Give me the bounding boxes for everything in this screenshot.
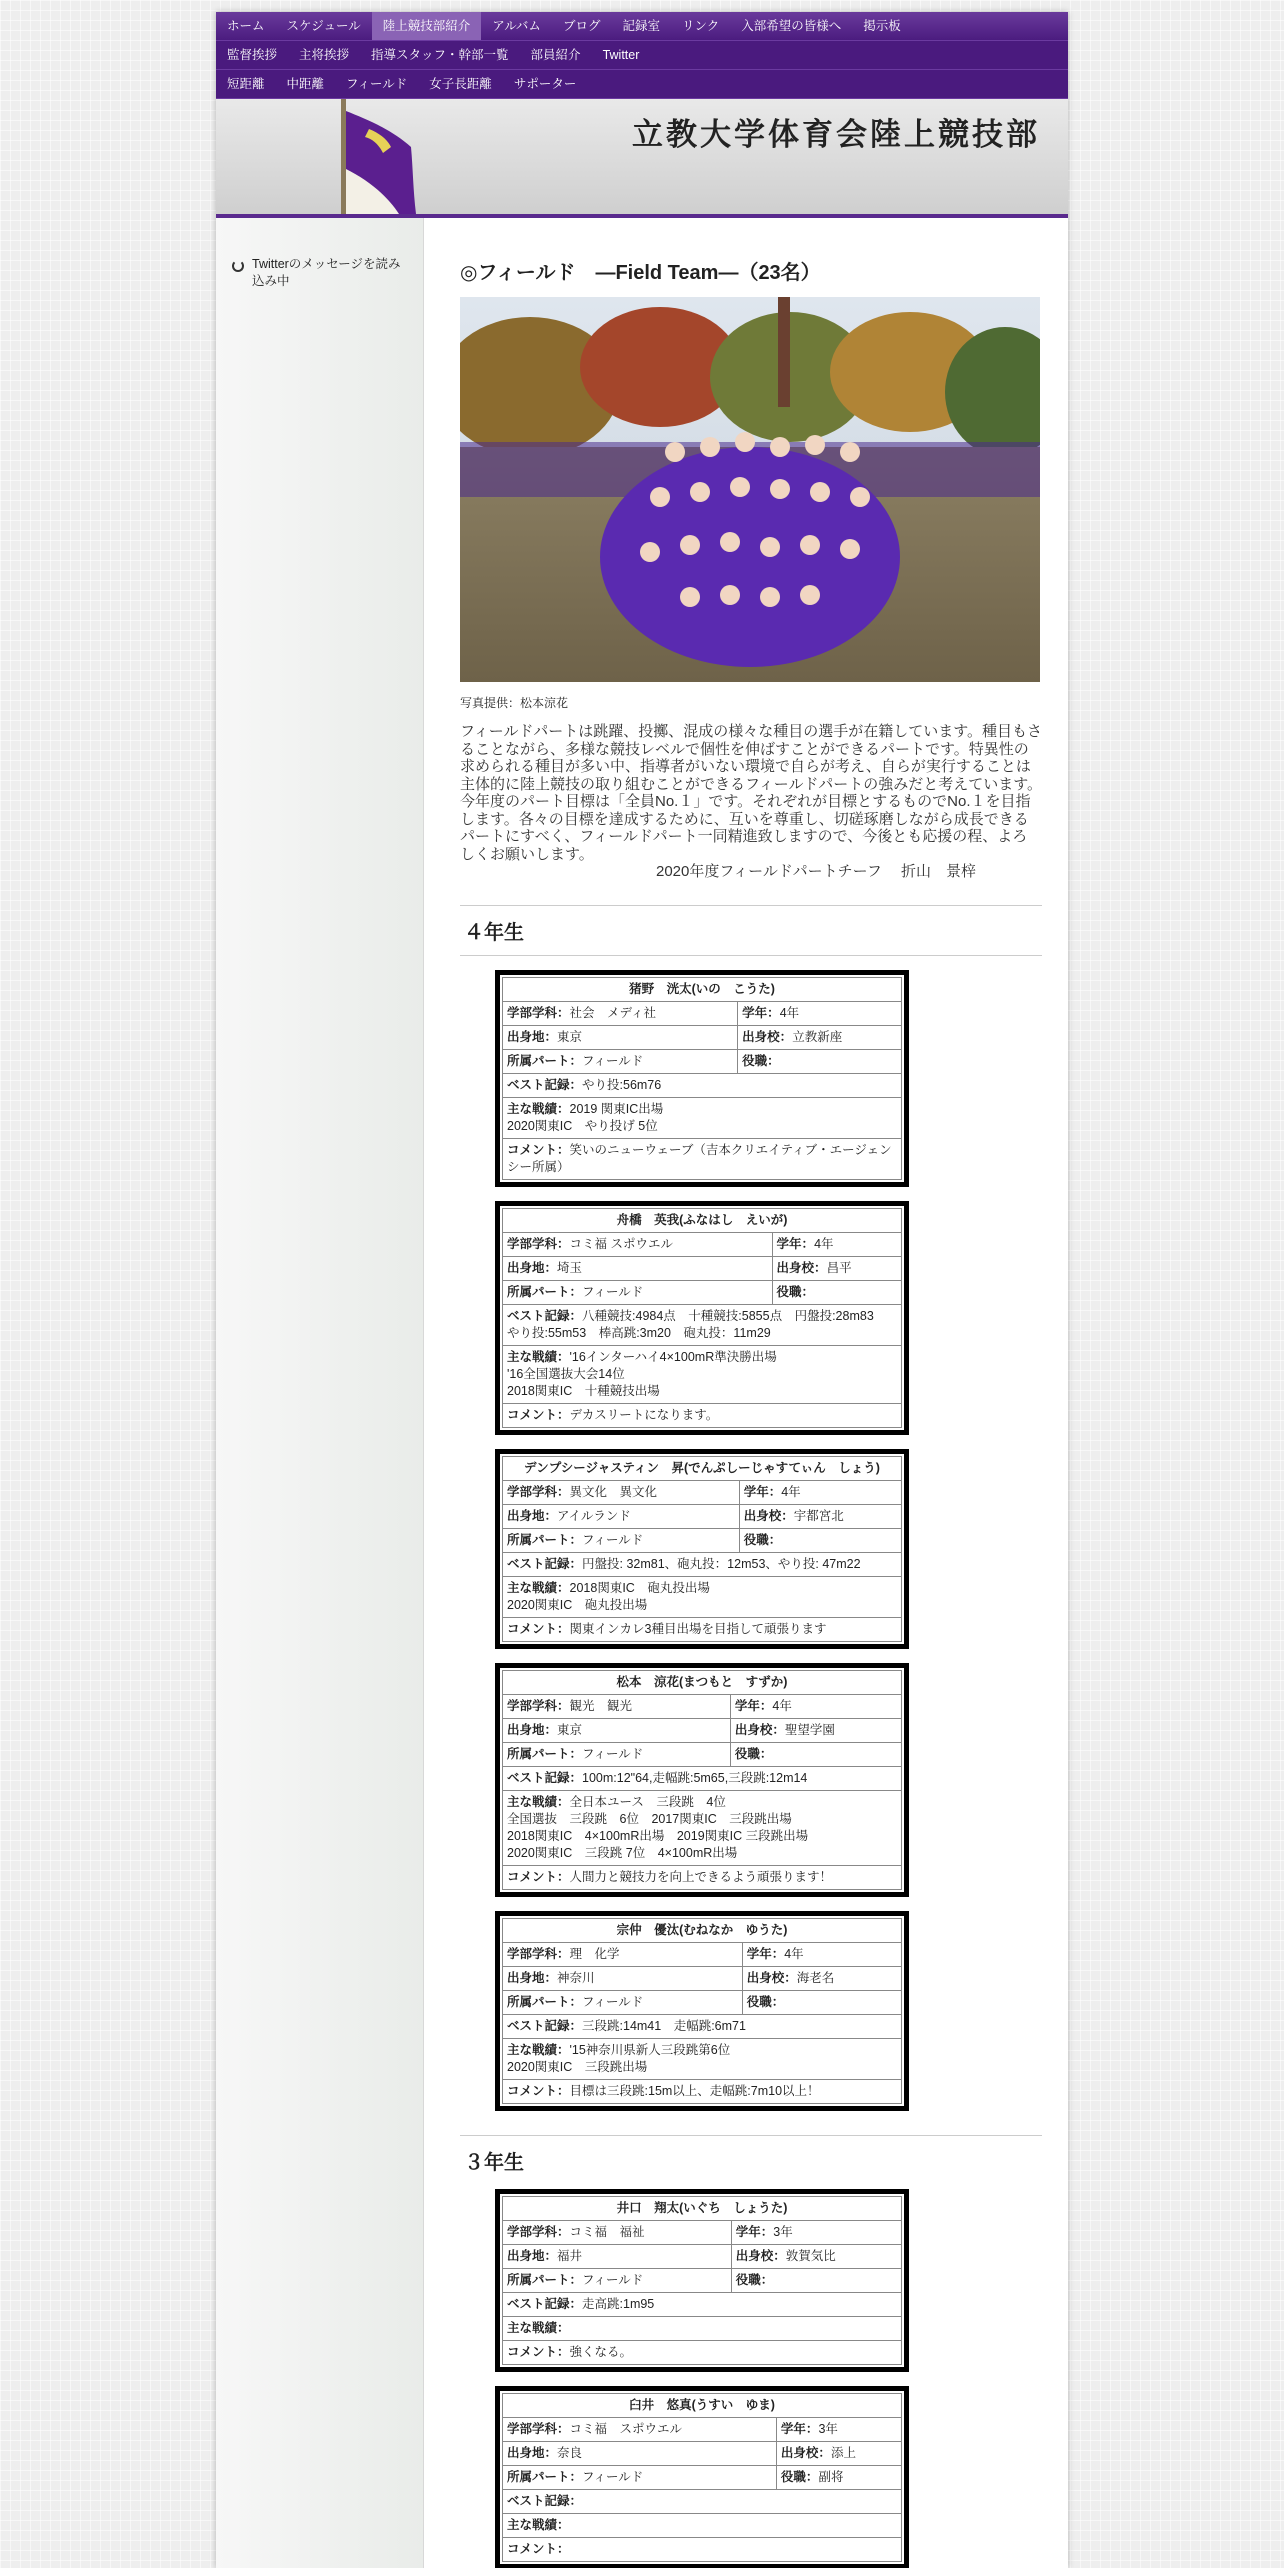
field-label: 学部学科： — [507, 2224, 570, 2239]
grade-heading: ４年生 — [464, 921, 524, 944]
sub-nav-parts — [216, 70, 1068, 99]
profile-field — [776, 2441, 901, 2465]
team-photo — [460, 297, 1040, 682]
field-value: 昌平 — [826, 1260, 852, 1275]
nav-item[interactable]: ブログ — [562, 19, 601, 33]
intro-signature: 2020年度フィールドパートチーフ 折山 景梓 — [656, 863, 976, 880]
field-value: フィールド — [582, 1284, 644, 1299]
field-label: 役職： — [780, 2469, 819, 2484]
member-profile-table — [502, 1456, 902, 1642]
field-label: 学部学科： — [507, 1236, 570, 1251]
field-value: 全日本ユース 三段跳 4位 全国選抜 三段跳 6位 2017関東IC 三段跳出場 2018関東IC 4×100mR出場 2019関東IC 三段跳出場 2020関東IC 三段跳 7位 4×100mR出場 — [507, 1794, 809, 1860]
field-value: フィールド — [582, 2469, 644, 2484]
field-label: 学年： — [742, 1005, 780, 1020]
field-value: 埼玉 — [557, 1260, 583, 1275]
profile-field — [742, 1990, 901, 2014]
field-value: デンプシージャスティン 昇(でんぷしーじゃすてぃん しょう) — [524, 1460, 880, 1475]
field-value: 3年 — [818, 2421, 838, 2436]
field-label: 学部学科： — [507, 1698, 570, 1713]
main-content — [424, 218, 1068, 2568]
field-label: 出身校： — [776, 1260, 827, 1275]
profile-field — [503, 2316, 902, 2340]
member-profile-card — [495, 1911, 909, 2111]
profile-field — [503, 1718, 731, 1742]
field-label: 出身地： — [507, 1260, 558, 1275]
field-label: コメント： — [507, 1142, 570, 1157]
field-value: 100m:12"64,走幅跳:5m65,三段跳:12m14 — [582, 1770, 808, 1785]
profile-field — [503, 1073, 902, 1097]
member-name — [503, 1670, 902, 1694]
profile-field — [503, 1790, 902, 1865]
field-label: 役職： — [776, 1284, 815, 1299]
field-value: 円盤投: 32m81、砲丸投：12m53、やり投: 47m22 — [582, 1556, 861, 1571]
profile-field — [503, 1304, 902, 1345]
field-label: 所属パート： — [507, 1532, 583, 1547]
field-label: コメント： — [507, 1621, 570, 1636]
field-value: 福井 — [557, 2248, 583, 2263]
member-profile-card — [495, 1201, 909, 1435]
field-value: 三段跳:14m41 走幅跳:6m71 — [582, 2018, 746, 2033]
profile-field — [503, 1552, 902, 1576]
profile-field — [730, 1742, 901, 1766]
member-name — [503, 1456, 902, 1480]
twitter-loading-text: Twitterのメッセージを読み込み中 — [252, 257, 401, 288]
field-label: ベスト記録： — [507, 1308, 583, 1323]
nav-item[interactable]: フィールド — [346, 77, 408, 91]
field-label: 所属パート： — [507, 1053, 583, 1068]
field-label: 出身地： — [507, 2445, 558, 2460]
field-label: 主な戦績： — [507, 2517, 570, 2532]
profile-field — [503, 2340, 902, 2364]
field-value: 強くなる。 — [569, 2344, 633, 2359]
field-label: 学年： — [735, 2224, 774, 2239]
profile-field — [739, 1504, 901, 1528]
field-value: フィールド — [582, 1053, 644, 1068]
profile-field — [739, 1528, 901, 1552]
field-label: 所属パート： — [507, 1284, 583, 1299]
field-label: ベスト記録： — [507, 2296, 583, 2311]
field-label: 所属パート： — [507, 1746, 583, 1761]
profile-field — [731, 2244, 901, 2268]
field-value: 異文化 異文化 — [569, 1484, 658, 1499]
field-value: 2019 関東IC出場 2020関東IC やり投げ 5位 — [507, 1101, 664, 1133]
field-label: 役職： — [746, 1994, 785, 2009]
field-label: 出身地： — [507, 2248, 558, 2263]
profile-field — [503, 2513, 902, 2537]
member-name — [503, 1918, 902, 1942]
field-value: 関東インカレ3種目出場を目指して頑張ります — [569, 1621, 827, 1636]
field-label: 所属パート： — [507, 2272, 583, 2287]
field-label: 学部学科： — [507, 2421, 570, 2436]
nav-item[interactable]: 監督挨拶 — [227, 48, 278, 62]
field-label: 所属パート： — [507, 1994, 583, 2009]
field-value: 4年 — [814, 1236, 834, 1251]
member-profile-card — [495, 970, 909, 1187]
field-value: 海老名 — [796, 1970, 835, 1985]
profile-field — [772, 1232, 901, 1256]
photo-credit: 写真提供：松本涼花 — [460, 696, 569, 710]
nav-item[interactable]: 主将挨拶 — [299, 48, 350, 62]
field-value: 人間力と競技力を向上できるよう頑張ります！ — [569, 1869, 833, 1884]
field-value: 神奈川 — [557, 1970, 595, 1985]
profile-field — [503, 2489, 902, 2513]
profile-field — [776, 2465, 901, 2489]
field-value: 井口 翔太(いぐち しょうた) — [616, 2200, 788, 2215]
profile-field — [503, 1576, 902, 1617]
field-label: 役職： — [742, 1053, 780, 1068]
field-value: 笑いのニューウェーブ（吉本クリエイティブ・エージェンシー所属） — [507, 1142, 892, 1174]
member-profile-table — [502, 1918, 902, 2104]
profile-field — [742, 1942, 901, 1966]
field-label: 役職： — [735, 2272, 774, 2287]
profile-field — [503, 1049, 738, 1073]
profile-field — [730, 1694, 901, 1718]
member-profile-table — [502, 2393, 902, 2562]
nav-item[interactable]: スケジュール — [286, 19, 361, 33]
field-label: 出身地： — [507, 1970, 558, 1985]
nav-item[interactable]: サポーター — [513, 77, 577, 91]
profile-field — [503, 1742, 731, 1766]
field-label: 出身地： — [507, 1029, 558, 1044]
profile-field — [776, 2417, 901, 2441]
profile-field — [503, 1403, 902, 1427]
field-value: 社会 メディ社 — [569, 1005, 657, 1020]
field-label: 学年： — [776, 1236, 815, 1251]
profile-field — [503, 1617, 902, 1641]
page-container — [216, 12, 1068, 2568]
profile-field — [503, 2038, 902, 2079]
nav-item[interactable]: 短距離 — [227, 77, 265, 91]
profile-field — [503, 1865, 902, 1889]
profile-field — [503, 1942, 743, 1966]
field-value: アイルランド — [557, 1508, 631, 1523]
nav-item[interactable]: 女子長距離 — [429, 77, 492, 91]
profile-field — [503, 1766, 902, 1790]
member-profile-table — [502, 2196, 902, 2365]
member-profile-card — [495, 2189, 909, 2372]
nav-item[interactable]: 中距離 — [286, 77, 325, 91]
field-label: ベスト記録： — [507, 1556, 583, 1571]
profile-field — [503, 2465, 777, 2489]
field-label: 学年： — [746, 1946, 785, 1961]
nav-item[interactable]: 掲示板 — [863, 19, 901, 33]
field-value: 観光 観光 — [569, 1698, 633, 1713]
nav-item[interactable]: Twitter — [602, 48, 640, 62]
field-value: デカスリートになります。 — [569, 1407, 719, 1422]
field-label: 主な戦績： — [507, 2042, 570, 2057]
member-profile-table — [502, 1208, 902, 1428]
field-value: 奈良 — [557, 2445, 583, 2460]
section-divider — [460, 905, 1042, 906]
profile-field — [503, 1345, 902, 1403]
main-nav — [216, 12, 1068, 41]
field-label: 出身校： — [746, 1970, 797, 1985]
field-label: コメント： — [507, 2541, 570, 2556]
field-label: コメント： — [507, 1869, 570, 1884]
profile-field — [739, 1480, 901, 1504]
field-value: 猪野 洸太(いの こうた) — [629, 981, 775, 996]
member-name — [503, 977, 902, 1001]
field-label: 出身校： — [780, 2445, 831, 2460]
field-value: コミ福 スポウエル — [569, 1236, 673, 1251]
profile-field — [503, 1504, 740, 1528]
field-value: 立教新座 — [792, 1029, 843, 1044]
profile-field — [503, 1025, 738, 1049]
field-value: 敦賀気比 — [785, 2248, 836, 2263]
section-divider — [460, 2135, 1042, 2136]
member-name — [503, 1208, 902, 1232]
field-value: 3年 — [773, 2224, 793, 2239]
field-label: 出身校： — [735, 2248, 786, 2263]
field-label: 役職： — [743, 1532, 782, 1547]
member-profile-card — [495, 1663, 909, 1897]
intro-text — [460, 723, 1042, 881]
field-label: コメント： — [507, 2344, 570, 2359]
profile-field — [772, 1280, 901, 1304]
field-value: コミ福 スポウエル — [569, 2421, 683, 2436]
field-label: コメント： — [507, 2083, 570, 2098]
page-title: ◎フィールド —Field Team—（23名） — [460, 262, 821, 284]
nav-item[interactable]: 記録室 — [622, 19, 660, 33]
profile-field — [503, 2268, 732, 2292]
field-label: 主な戦績： — [507, 1101, 570, 1116]
profile-field — [503, 1097, 902, 1138]
field-value: '16インターハイ4×100mR準決勝出場 '16全国選抜大会14位 2018関東IC 十種競技出場 — [507, 1349, 777, 1398]
field-label: ベスト記録： — [507, 2493, 583, 2508]
field-value: 宗仲 優汰(むねなか ゆうた) — [616, 1922, 788, 1937]
field-label: ベスト記録： — [507, 1770, 583, 1785]
field-value: 聖望学園 — [784, 1722, 835, 1737]
profile-field — [503, 1694, 731, 1718]
member-name — [503, 2196, 902, 2220]
field-value: フィールド — [582, 1532, 644, 1547]
profile-field — [503, 2292, 902, 2316]
field-label: 主な戦績： — [507, 1349, 570, 1364]
profile-field — [772, 1256, 901, 1280]
profile-field — [730, 1718, 901, 1742]
field-label: 主な戦績： — [507, 1580, 570, 1595]
field-label: ベスト記録： — [507, 1077, 583, 1092]
field-value: 4年 — [772, 1698, 792, 1713]
member-profile-card — [495, 1449, 909, 1649]
member-sections — [460, 905, 1042, 2568]
field-label: 主な戦績： — [507, 2320, 570, 2335]
profile-field — [503, 1001, 738, 1025]
profile-field — [503, 2014, 902, 2038]
profile-field — [503, 1280, 773, 1304]
profile-field — [503, 1990, 743, 2014]
profile-field — [503, 2220, 732, 2244]
field-value: 臼井 悠真(うすい ゆま) — [629, 2397, 775, 2412]
sub-nav — [216, 41, 1068, 70]
field-label: 出身校： — [743, 1508, 794, 1523]
nav-item[interactable]: 部員紹介 — [530, 48, 581, 62]
field-label: 学部学科： — [507, 1005, 570, 1020]
nav-item[interactable]: アルバム — [492, 19, 541, 33]
nav-item[interactable]: 入部希望の皆様へ — [741, 19, 842, 33]
field-label: 学年： — [743, 1484, 782, 1499]
profile-field — [503, 1528, 740, 1552]
field-value: 東京 — [557, 1029, 583, 1044]
field-value: 目標は三段跳:15m以上、走幅跳:7m10以上！ — [569, 2083, 820, 2098]
field-value: フィールド — [582, 1746, 644, 1761]
field-value: 舟橋 英我(ふなはし えいが) — [616, 1212, 788, 1227]
field-value: 添上 — [830, 2445, 856, 2460]
intro-paragraph: 今年度のパート目標は「全員No.１」です。それぞれが目標とするものでNo.１を目指します。各々の目標を達成するために、互いを尊重し、切磋琢磨しながら成長できるパートにすべく、フィールドパート一同精進致しますので、今後とも応援の程、よろしくお願いします。 — [460, 793, 1031, 863]
field-label: 役職： — [734, 1746, 773, 1761]
field-value: 宇都宮北 — [793, 1508, 844, 1523]
field-value: 4年 — [784, 1946, 804, 1961]
field-value: フィールド — [582, 1994, 644, 2009]
field-label: 出身校： — [734, 1722, 785, 1737]
sidebar — [216, 218, 424, 2568]
field-value: 東京 — [557, 1722, 583, 1737]
site-title: 立教大学体育会陸上競技部 — [632, 117, 1040, 153]
field-value: 松本 涼花(まつもと すずか) — [616, 1674, 788, 1689]
field-label: 出身地： — [507, 1508, 558, 1523]
profile-field — [503, 1480, 740, 1504]
field-label: 学部学科： — [507, 1946, 570, 1961]
field-value: フィールド — [582, 2272, 644, 2287]
profile-field — [503, 1138, 902, 1179]
field-label: 主な戦績： — [507, 1794, 570, 1809]
profile-field — [503, 2417, 777, 2441]
field-label: 出身校： — [742, 1029, 793, 1044]
field-value: 4年 — [779, 1005, 800, 1020]
profile-field — [742, 1966, 901, 1990]
field-value: 2018関東IC 砲丸投出場 2020関東IC 砲丸投出場 — [507, 1580, 710, 1612]
field-label: 学年： — [734, 1698, 773, 1713]
intro-paragraph: フィールドパートは跳躍、投擲、混成の様々な種目の選手が在籍しています。種目もさることながら、多様な競技レベルで個性を伸ばすことができるパートです。特異性の求められる種目が多い中、指導者がいない環境で自らが考え、自らが実行することは主体的に陸上競技の取り組むことができるフィールドパートの強みだと考えています。 — [460, 723, 1043, 793]
field-label: 出身地： — [507, 1722, 558, 1737]
profile-field — [503, 1966, 743, 1990]
profile-field — [503, 2079, 902, 2103]
member-profile-table — [502, 1670, 902, 1890]
nav-item[interactable]: ホーム — [227, 19, 265, 33]
section-divider — [460, 955, 1042, 956]
field-value: 4年 — [781, 1484, 801, 1499]
nav-item[interactable]: 指導スタッフ・幹部一覧 — [371, 48, 509, 62]
field-value: 理 化学 — [569, 1946, 620, 1961]
member-name — [503, 2393, 902, 2417]
profile-field — [738, 1025, 902, 1049]
member-profile-card — [495, 2386, 909, 2568]
profile-field — [738, 1001, 902, 1025]
field-value: コミ福 福祉 — [569, 2224, 645, 2239]
field-label: 学部学科： — [507, 1484, 570, 1499]
profile-field — [503, 1256, 773, 1280]
header-banner — [216, 99, 1068, 218]
nav-item[interactable]: リンク — [681, 19, 720, 33]
field-value: 副将 — [818, 2469, 844, 2484]
twitter-widget — [216, 256, 423, 290]
field-value: 八種競技:4984点 十種競技:5855点 円盤投:28m83 やり投:55m53 棒高跳:3m20 砲丸投：11m29 — [507, 1308, 874, 1340]
field-label: コメント： — [507, 1407, 570, 1422]
profile-field — [731, 2220, 901, 2244]
field-value: 走高跳:1m95 — [582, 2296, 655, 2311]
profile-field — [503, 2441, 777, 2465]
field-label: 学年： — [780, 2421, 819, 2436]
member-profile-table — [502, 977, 902, 1180]
grade-heading: ３年生 — [464, 2151, 524, 2174]
flag-image — [321, 99, 441, 214]
field-value: やり投:56m76 — [582, 1077, 662, 1092]
profile-field — [731, 2268, 901, 2292]
nav-item[interactable]: 陸上競技部紹介 — [372, 12, 482, 40]
field-label: 所属パート： — [507, 2469, 583, 2484]
field-value: '15神奈川県新人三段跳第6位 2020関東IC 三段跳出場 — [507, 2042, 731, 2074]
profile-field — [503, 1232, 773, 1256]
profile-field — [503, 2244, 732, 2268]
profile-field — [738, 1049, 902, 1073]
profile-field — [503, 2537, 902, 2561]
loading-spinner-icon — [232, 260, 244, 272]
field-label: ベスト記録： — [507, 2018, 583, 2033]
